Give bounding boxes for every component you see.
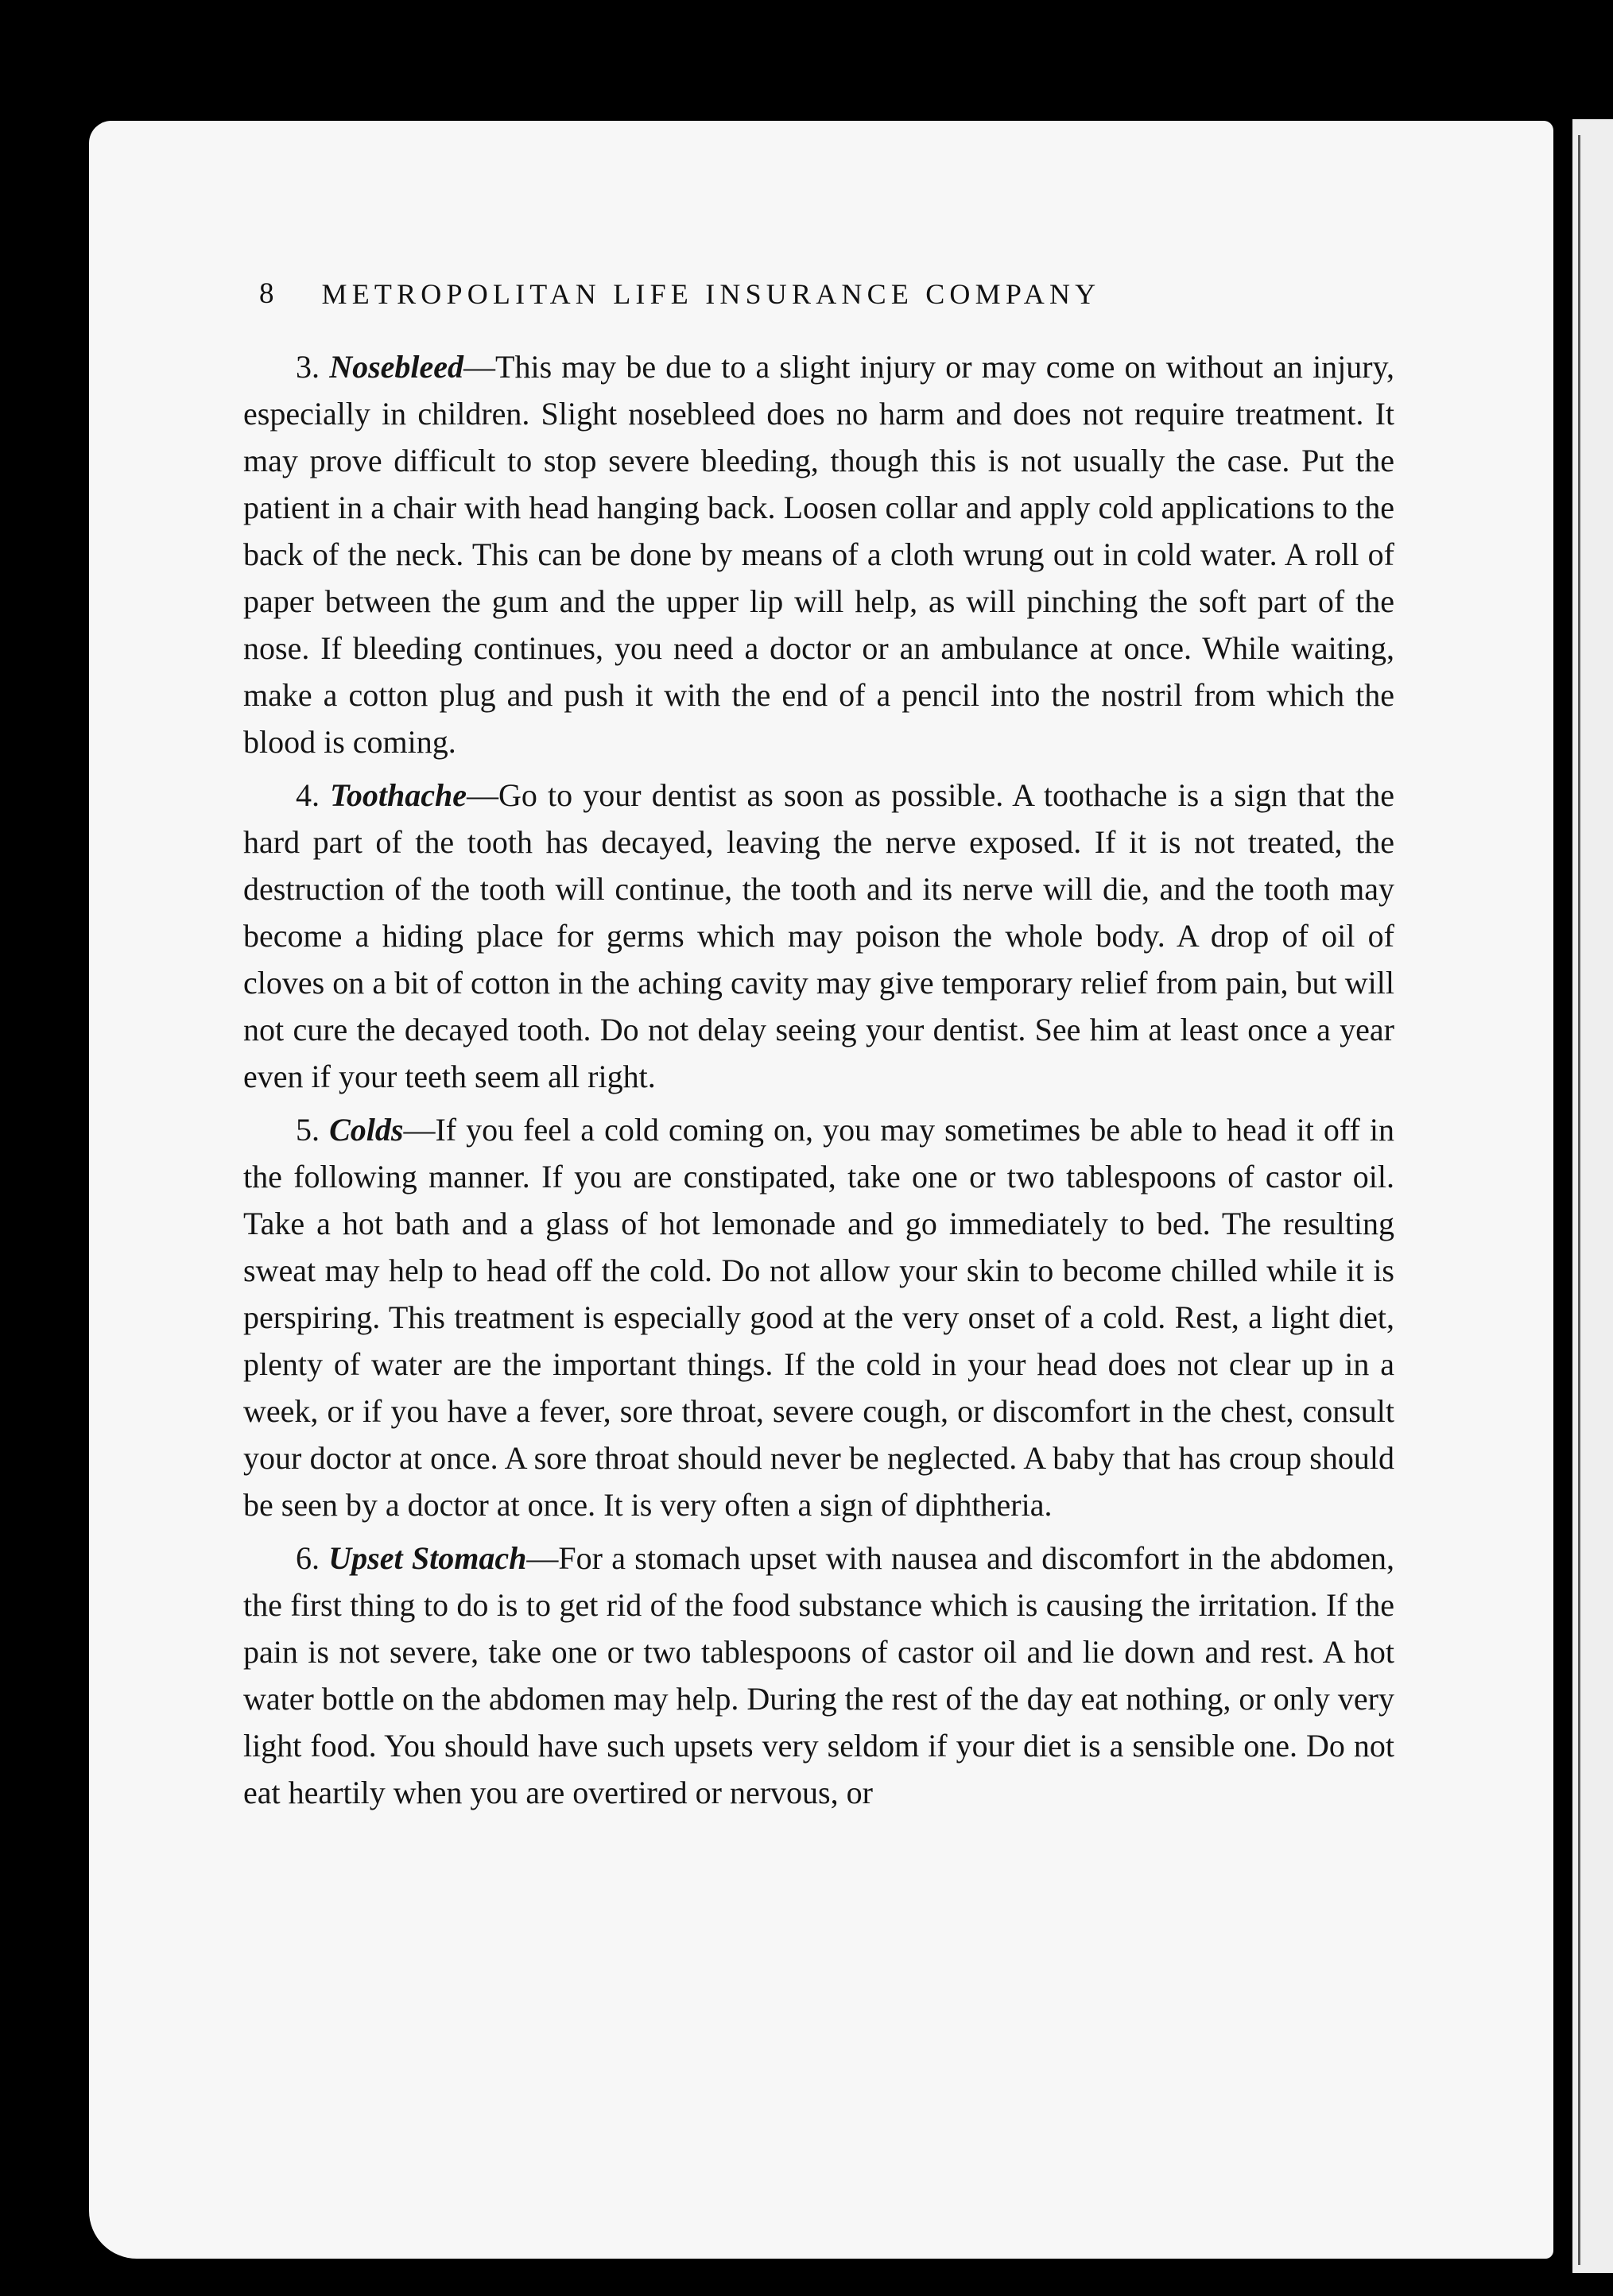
paragraph-title: Toothache — [330, 777, 467, 813]
paragraph-title: Colds — [329, 1112, 404, 1148]
paragraph-title: Nosebleed — [329, 349, 464, 385]
page-number: 8 — [259, 277, 274, 310]
paragraph-upset-stomach — [243, 1535, 1394, 1816]
paragraph-number: 3. — [296, 349, 320, 385]
paragraph-number: 4. — [296, 777, 320, 813]
paragraph-number: 6. — [296, 1540, 320, 1576]
running-title: METROPOLITAN LIFE INSURANCE COMPANY — [321, 277, 1101, 310]
paragraph-text: —Go to your dentist as soon as possible. A toothache is a sign that the hard part of the tooth has decayed, leaving the nerve exposed. If it is not treated, the destruction of the tooth will continue, the tooth and its nerve will die, and the tooth may become a hiding place for germs which may poison the whole body. A drop of oil of cloves on a bit of cotton in the aching cavity may give temporary relief from pain, but will not cure the decayed tooth. Do not delay seeing your dentist. See him at least once a year even if your teeth seem all right. — [243, 777, 1395, 1094]
page-fold-line — [1578, 135, 1580, 2265]
paragraph-colds — [243, 1106, 1394, 1528]
document-body — [243, 343, 1394, 1822]
paragraph-toothache — [243, 772, 1394, 1100]
page-header — [259, 277, 1289, 311]
paragraph-text: —If you feel a cold coming on, you may sometimes be able to head it off in the following manner. If you are constipated, take one or two tablespoons of castor oil. Take a hot bath and a glass of hot lemonade and go immediately to bed. The resulting sweat may help to head off the cold. Do not allow your skin to become chilled while it is perspiring. This treatment is especially good at the very onset of a cold. Rest, a light diet, plenty of water are the important things. If the cold in your head does not clear up in a week, or if you have a fever, sore throat, severe cough, or discomfort in the chest, consult your doctor at once. A sore throat should never be neglected. A baby that has croup should be seen by a doctor at once. It is very often a sign of diphtheria. — [243, 1112, 1394, 1523]
paragraph-nosebleed — [243, 343, 1394, 765]
paragraph-text: —For a stomach upset with nausea and discomfort in the abdomen, the first thing to do is to get rid of the food substance which is causing the irritation. If the pain is not severe, take one or two tablespoons of castor oil and lie down and rest. A hot water bottle on the abdomen may help. During the rest of the day eat nothing, or only very light food. You should have such upsets very seldom if your diet is a sensible one. Do not eat heartily when you are overtired or nervous, or — [243, 1540, 1394, 1810]
paragraph-number: 5. — [296, 1112, 320, 1148]
paragraph-text: —This may be due to a slight injury or may come on without an injury, especially in children. Slight nosebleed does no harm and does not require treatment. It may prove difficult to stop severe bleeding, though this is not usually the case. Put the patient in a chair with head hanging back. Loosen collar and apply cold applications to the back of the neck. This can be done by means of a cloth wrung out in cold water. A roll of paper between the gum and the upper lip will help, as will pinching the soft part of the nose. If bleeding continues, you need a doctor or an ambulance at once. While waiting, make a cotton plug and push it with the end of a pencil into the nostril from which the blood is coming. — [243, 349, 1395, 760]
paragraph-title: Upset Stomach — [328, 1540, 527, 1576]
